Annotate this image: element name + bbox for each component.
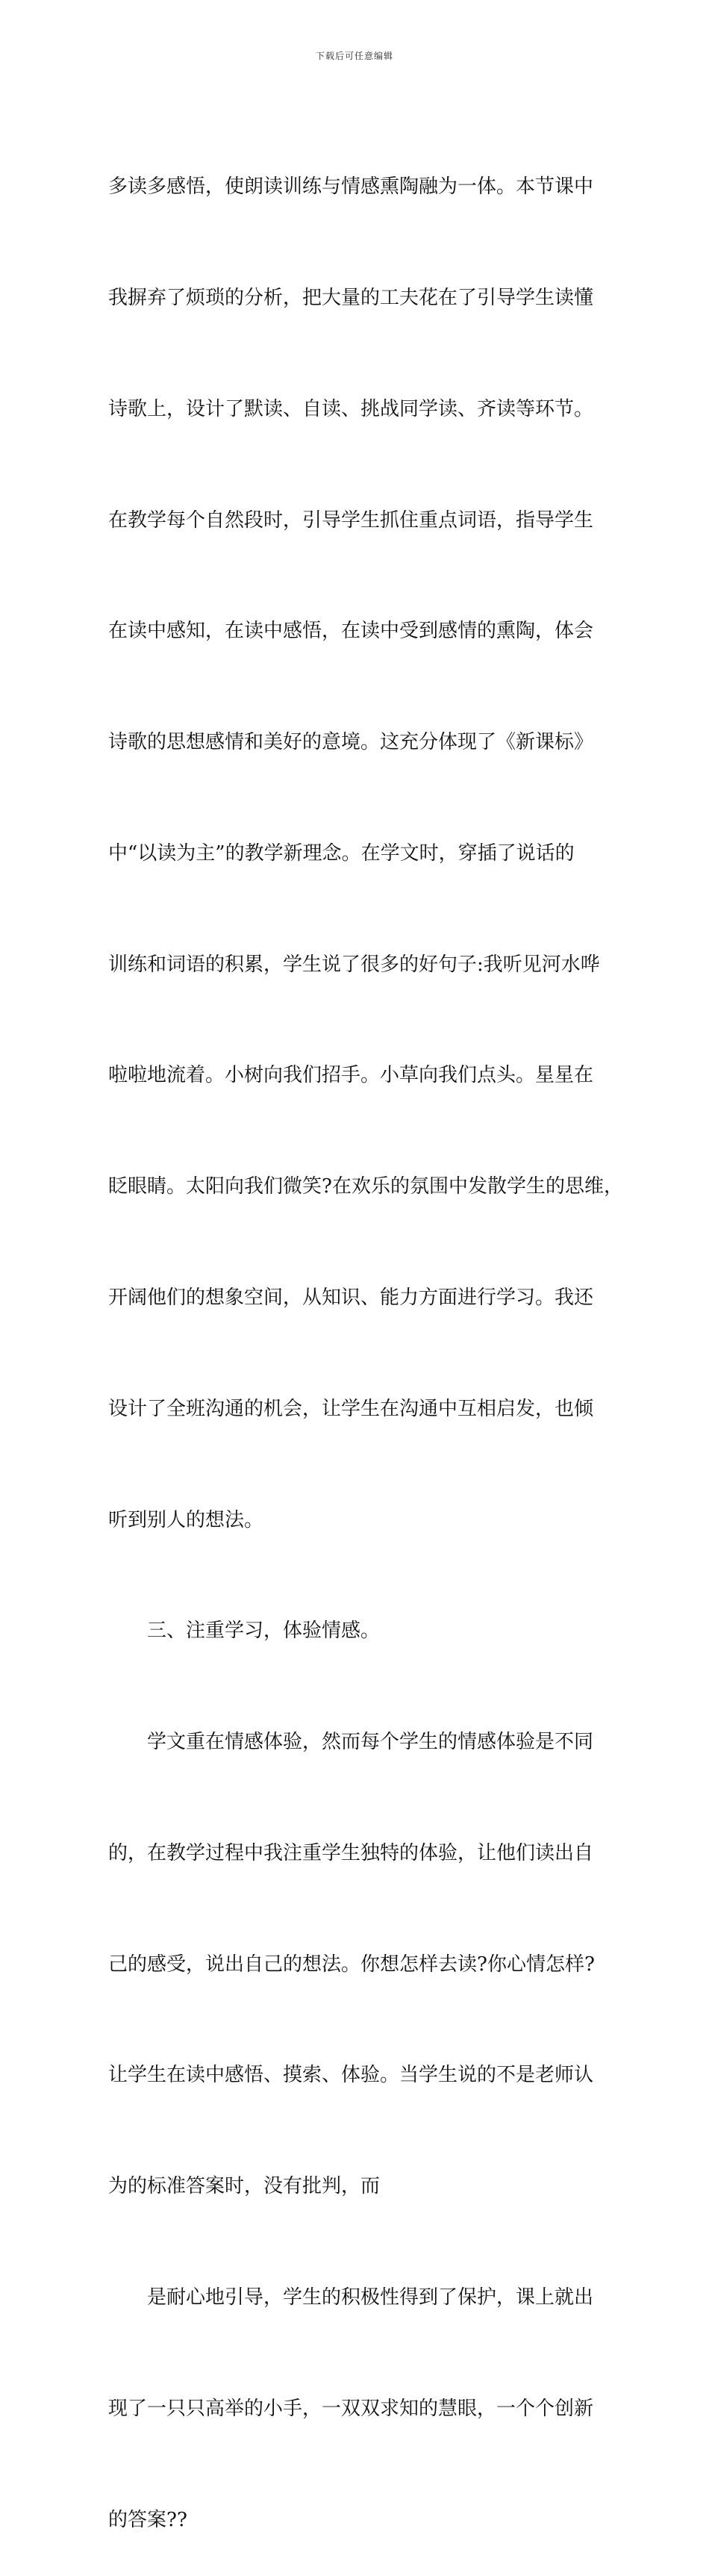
text-line: 为的标准答案时，没有批判，而 bbox=[108, 2175, 381, 2198]
text-line: 的答案?? bbox=[108, 2508, 187, 2531]
text-line: 中“以读为主”的教学新理念。在学文时，穿插了说话的 bbox=[108, 841, 575, 865]
text-line: 训练和词语的积累，学生说了很多的好句子:我听见河水哗 bbox=[108, 953, 600, 976]
text-line: 听到别人的想法。 bbox=[108, 1508, 264, 1531]
text-line: 啦啦地流着。小树向我们招手。小草向我们点头。星星在 bbox=[108, 1064, 594, 1087]
text-line: 诗歌上，设计了默读、自读、挑战同学读、齐读等环节。 bbox=[108, 397, 594, 420]
text-line: 在教学每个自然段时，引导学生抓住重点词语，指导学生 bbox=[108, 508, 594, 532]
text-line: 开阔他们的想象空间，从知识、能力方面进行学习。我还 bbox=[108, 1287, 594, 1309]
text-line: 设计了全班沟通的机会，让学生在沟通中互相启发，也倾 bbox=[108, 1397, 594, 1420]
document-body bbox=[108, 95, 623, 2576]
page-header: 下载后可任意编辑 bbox=[315, 51, 393, 61]
text-line: 的，在教学过程中我注重学生独特的体验，让他们读出自 bbox=[108, 1841, 594, 1864]
text-line: 现了一只只高举的小手，一双双求知的慧眼，一个个创新 bbox=[108, 2397, 594, 2420]
text-line: 多读多感悟，使朗读训练与情感熏陶融为一体。本节课中 bbox=[108, 175, 594, 199]
text-line: 让学生在读中感悟、摸索、体验。当学生说的不是老师认 bbox=[108, 2064, 594, 2087]
text-line: 我摒弃了烦琐的分析，把大量的工夫花在了引导学生读懂 bbox=[108, 286, 594, 309]
text-line: 诗歌的思想感情和美好的意境。这充分体现了《新课标》 bbox=[108, 731, 594, 754]
text-line: 是耐心地引导，学生的积极性得到了保护，课上就出 bbox=[147, 2286, 594, 2309]
text-line: 己的感受，说出自己的想法。你想怎样去读?你心情怎样? bbox=[108, 1953, 595, 1976]
text-line: 学文重在情感体验，然而每个学生的情感体验是不同 bbox=[147, 1731, 594, 1754]
text-line: 在读中感知，在读中感悟，在读中受到感情的熏陶，体会 bbox=[108, 620, 594, 643]
section-heading: 三、注重学习，体验情感。 bbox=[147, 1620, 381, 1643]
text-line: 眨眼睛。太阳向我们微笑?在欢乐的氛围中发散学生的思维， bbox=[108, 1175, 623, 1198]
